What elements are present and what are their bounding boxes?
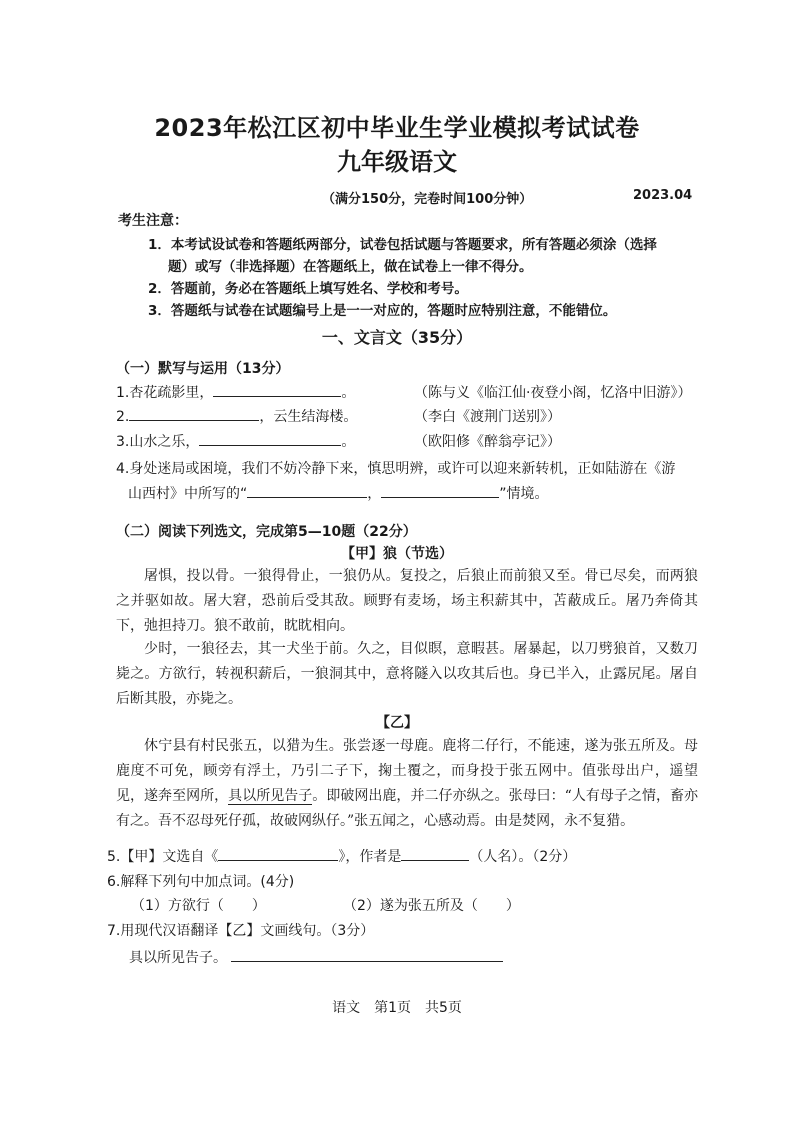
part-two-heading: （二）阅读下列选文，完成第5—10题（22分）: [116, 524, 417, 540]
question-6-item2: （2）遂为张五所及（ ）: [343, 898, 520, 914]
question-2: [116, 406, 357, 426]
q4-mid: ，: [367, 486, 382, 502]
page-footer: 语文 第1页 共5页: [332, 1000, 462, 1016]
q4-suffix: ”情境。: [499, 486, 549, 502]
question-3: [116, 431, 355, 451]
answer-blank: [401, 846, 469, 861]
q5-prefix: 5.【甲】文选自《: [107, 849, 219, 865]
section-heading: 一、文言文（35分）: [321, 328, 473, 347]
exam-date: 2023.04: [633, 188, 693, 203]
notice-heading: 考生注意：: [118, 213, 188, 229]
answer-blank: [247, 483, 367, 498]
q1-suffix: 。: [341, 385, 356, 401]
answer-blank: [199, 431, 341, 446]
question-7-sentence: [129, 947, 503, 967]
question-4-line1: 4.身处迷局或困境，我们不妨冷静下来，慎思明辨，或许可以迎来新转机，正如陆游在《游: [116, 461, 676, 477]
question-6: 6.解释下列句中加点词。(4分): [107, 874, 295, 890]
q1-source: （陈与义《临江仙·夜登小阁，忆洛中旧游》）: [414, 385, 692, 401]
q3-source: （欧阳修《醉翁亭记》）: [414, 434, 561, 450]
q4-prefix: 山西村》中所写的“: [128, 486, 248, 502]
q2-suffix: ，云生结海楼。: [259, 409, 358, 425]
notice-item: 题）或写（非选择题）在答题纸上，做在试卷上一律不得分。: [168, 259, 533, 275]
yi-text-b: 。即破网出鹿，并二仔亦纵之。张母曰：“人有母子之情，畜亦有之。吾不忍母死仔孤，故破网纵仔。”张五闻之，心感动焉。由是焚网，永不复猎。: [116, 788, 699, 829]
notice-item: 1．本考试设试卷和答题纸两部分，试卷包括试题与答题要求，所有答题必须涂（选择: [148, 237, 657, 253]
answer-blank: [381, 483, 499, 498]
q2-prefix: 2.: [116, 409, 130, 425]
q3-prefix: 3.山水之乐，: [116, 434, 200, 450]
yi-text-a: 休宁县有村民张五，以猎为生。张尝逐一母鹿。鹿将二仔行，不能速，遂为张五所及。母鹿度不可免，顾旁有浮土，乃引二子下，掬土覆之，而身投于张五网中。值张母出户，遥望见，遂奔至网所，: [116, 738, 698, 804]
q3-suffix: 。: [341, 434, 356, 450]
question-6-item1: （1）方欲行（ ）: [131, 898, 266, 914]
notice-item: 3．答题纸与试卷在试题编号上是一一对应的，答题时应特别注意，不能错位。: [148, 303, 617, 319]
question-4-line2: [128, 483, 549, 503]
q5-suffix: （人名）。（2分）: [469, 849, 577, 865]
question-7: 7.用现代汉语翻译【乙】文画线句。（3分）: [107, 923, 375, 939]
answer-blank: [213, 382, 341, 397]
answer-line: [231, 947, 503, 962]
q2-source: （李白《渡荆门送别》）: [414, 409, 561, 425]
q5-mid: 》，作者是: [338, 849, 402, 865]
q1-prefix: 1.杏花疏影里，: [116, 385, 214, 401]
score-time: （满分150分，完卷时间100分钟）: [322, 192, 533, 207]
question-1: [116, 382, 355, 402]
question-5: [107, 846, 576, 866]
passage-jia-para2: 少时，一狼径去，其一犬坐于前。久之，目似瞑，意暇甚。屠暴起，以刀劈狼首，又数刀毙之。方欲行，转视积薪后，一狼洞其中，意将隧入以攻其后也。身已半入，止露尻尾。屠自后断其股，亦毙之。: [116, 641, 698, 707]
passage-yi-para1: [116, 734, 698, 834]
notice-item: 2．答题前，务必在答题纸上填写姓名、学校和考号。: [148, 281, 468, 297]
passage-jia-para1: 屠惧，投以骨。一狼得骨止，一狼仍从。复投之，后狼止而前狼又至。骨已尽矣，而两狼之并驱如故。屠大窘，恐前后受其敌。顾野有麦场，场主积薪其中，苫蔽成丘。屠乃奔倚其下，弛担持刀。狼不敢前，眈眈相向。: [116, 568, 698, 634]
exam-subtitle: 九年级语文: [337, 148, 457, 176]
passage-jia-title: 【甲】狼（节选）: [341, 546, 453, 562]
answer-blank: [218, 846, 338, 861]
q7-sentence-text: 具以所见告子。: [129, 950, 227, 966]
passage-yi-title: 【乙】: [376, 715, 418, 731]
answer-blank: [129, 406, 259, 421]
part-one-heading: （一）默写与运用（13分）: [116, 361, 290, 377]
underlined-sentence: 具以所见告子: [228, 788, 313, 804]
exam-title: 2023年松江区初中毕业生学业模拟考试试卷: [154, 114, 640, 142]
